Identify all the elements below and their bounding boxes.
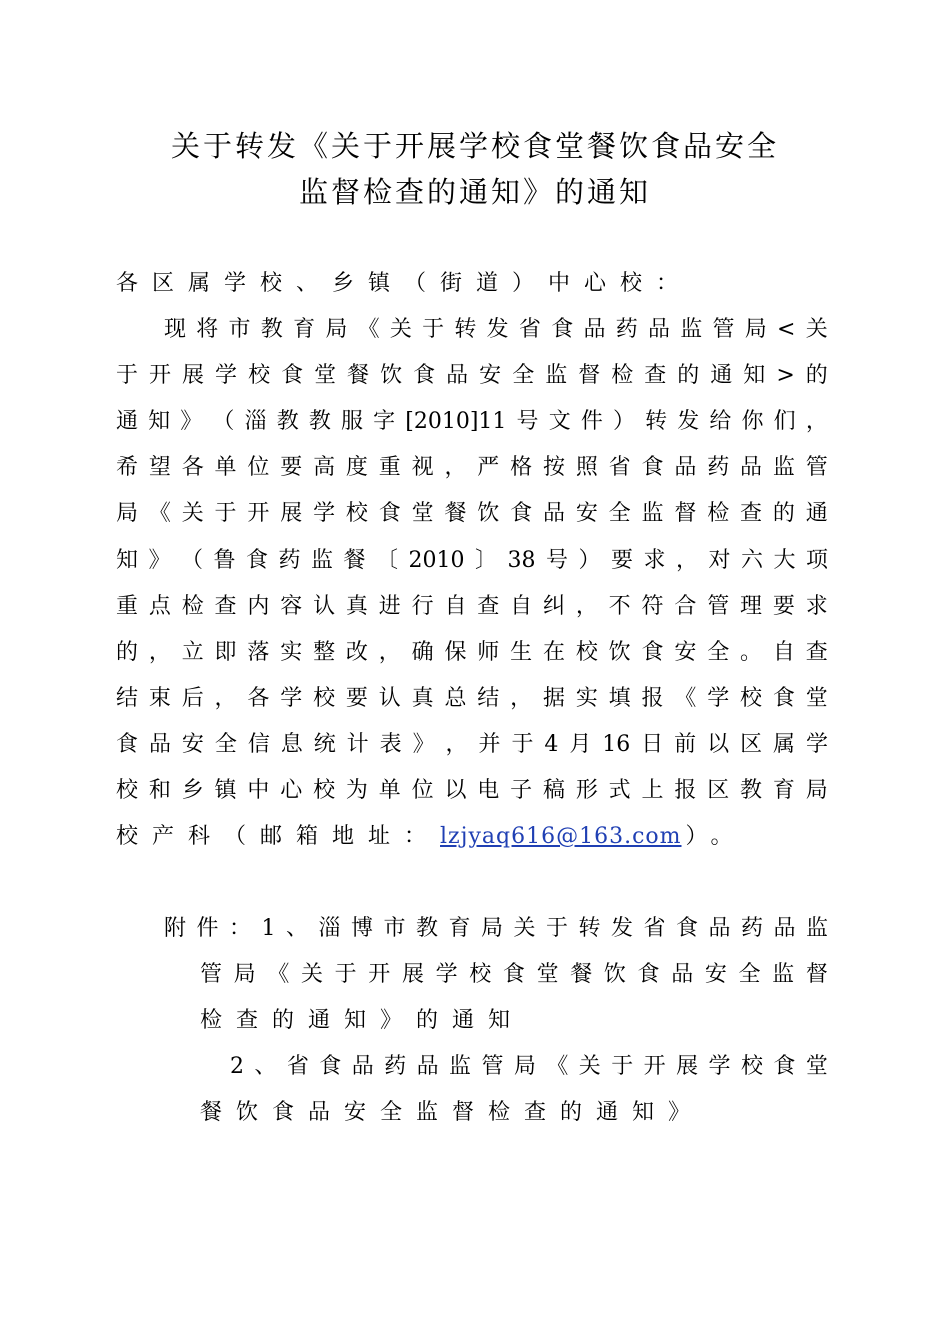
body-line: 局 《 关 于 开 展 学 校 食 堂 餐 饮 食 品 安 全 监 督 检 查 的 通 (116, 501, 828, 526)
body-line: 希 望 各 单 位 要 高 度 重 视 ， 严 格 按 照 省 食 品 药 品 监 管 (116, 455, 828, 480)
attachment-line: 检查的通知》的通知 (200, 1008, 525, 1033)
attachment-line: 管 局 《 关 于 开 展 学 校 食 堂 餐 饮 食 品 安 全 监 督 (200, 962, 828, 987)
body-line: 重 点 检 查 内 容 认 真 进 行 自 查 自 纠 ， 不 符 合 管 理 要 求 (116, 594, 828, 619)
body-line: 于 开 展 学 校 食 堂 餐 饮 食 品 安 全 监 督 检 查 的 通 知 > 的 (116, 363, 828, 388)
body-last-line (116, 821, 828, 853)
body-line: 知 》 （ 鲁 食 药 监 餐 〔 2010 〕 38 号 ） 要 求 ， 对 六 大 项 (116, 548, 828, 573)
email-link[interactable]: lzjyaq616@163.com (440, 824, 682, 849)
body-line: 的 ， 立 即 落 实 整 改 ， 确 保 师 生 在 校 饮 食 安 全 。 自 查 (116, 640, 828, 665)
body-line: 现 将 市 教 育 局 《 关 于 转 发 省 食 品 药 品 监 管 局 < 关 (164, 317, 828, 342)
body-line: 结 束 后 ， 各 学 校 要 认 真 总 结 ， 据 实 填 报 《 学 校 食 堂 (116, 686, 828, 711)
document-title-line-2: 监督检查的通知》的通知 (298, 175, 651, 209)
last-line-suffix: ）。 (685, 824, 747, 849)
body-line: 食 品 安 全 信 息 统 计 表 》 ， 并 于 4 月 16 日 前 以 区 属 学 (116, 732, 828, 757)
last-line-prefix: 校产科（邮箱地址： (116, 824, 441, 849)
body-line: 通 知 》 （ 淄 教 教 服 字 [2010]11 号 文 件 ） 转 发 给 你 们 ， (116, 409, 828, 434)
attachment-line: 餐饮食品安全监督检查的通知》 (200, 1100, 705, 1125)
attachment-line: 2 、 省 食 品 药 品 监 管 局 《 关 于 开 展 学 校 食 堂 (230, 1054, 828, 1079)
document-title-line-1: 关于转发《关于开展学校食堂餐饮食品安全 (170, 129, 779, 163)
attachment-line: 附 件 ： 1 、 淄 博 市 教 育 局 关 于 转 发 省 食 品 药 品 监 (164, 916, 828, 941)
body-line: 校 和 乡 镇 中 心 校 为 单 位 以 电 子 稿 形 式 上 报 区 教 育 局 (116, 778, 828, 803)
salutation: 各区属学校、乡镇（街道）中心校： (116, 271, 693, 296)
